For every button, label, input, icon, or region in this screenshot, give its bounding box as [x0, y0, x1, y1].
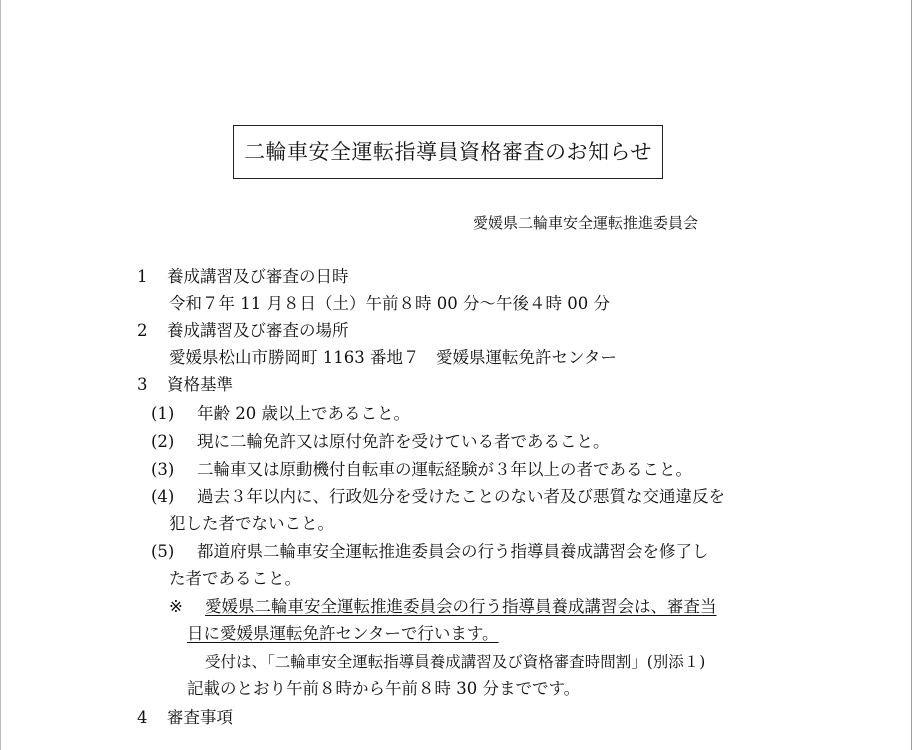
criteria-item-4-continuation: 犯した者でないこと。	[169, 514, 334, 533]
criteria-text: 現に二輪免許又は原付免許を受けている者であること。	[197, 432, 610, 451]
criteria-marker: (4)	[151, 487, 175, 506]
criteria-marker: (3)	[151, 460, 175, 479]
criteria-marker: (1)	[151, 404, 175, 423]
section-heading-text: 養成講習及び審査の場所	[167, 321, 349, 340]
note-marker: ※	[169, 597, 183, 616]
note-underlined-text: 愛媛県二輪車安全運転推進委員会の行う指導員養成講習会は、審査当	[205, 597, 717, 616]
section-1-heading	[137, 266, 349, 288]
criteria-text: 年齢 20 歳以上であること。	[197, 404, 410, 423]
criteria-text: 都道府県二輪車安全運転推進委員会の行う指導員養成講習会を修了し	[197, 542, 709, 561]
criteria-item-5-continuation: た者であること。	[169, 569, 301, 588]
section-number: 2	[137, 321, 148, 340]
criteria-item-4	[151, 486, 725, 508]
section-number: 1	[137, 267, 148, 286]
section-2-heading	[137, 320, 349, 342]
section-heading-text: 資格基準	[167, 375, 233, 394]
criteria-marker: (5)	[151, 542, 175, 561]
section-heading-text: 審査事項	[167, 708, 233, 727]
note-line-1	[169, 596, 717, 618]
section-number: 4	[137, 708, 148, 727]
criteria-marker: (2)	[151, 432, 175, 451]
criteria-item-2	[151, 431, 610, 453]
criteria-text: 過去３年以内に、行政処分を受けたことのない者及び悪質な交通違反を	[197, 487, 725, 506]
section-2-body: 愛媛県松山市勝岡町 1163 番地７ 愛媛県運転免許センター	[169, 348, 617, 367]
organization-name: 愛媛県二輪車安全運転推進委員会	[473, 214, 699, 232]
criteria-item-3	[151, 459, 692, 481]
section-1-body: 令和７年 11 月８日（土）午前８時 00 分～午後４時 00 分	[169, 294, 610, 313]
note-line-4: 記載のとおり午前８時から午前８時 30 分までです。	[187, 679, 581, 698]
section-3-heading	[137, 374, 233, 396]
section-4-heading	[137, 707, 233, 729]
criteria-text: 二輪車又は原動機付自転車の運転経験が３年以上の者であること。	[197, 460, 692, 479]
note-line-2	[187, 623, 499, 645]
note-underlined-text: 日に愛媛県運転免許センターで行います。	[187, 624, 499, 643]
document-title: 二輪車安全運転指導員資格審査のお知らせ	[233, 125, 663, 179]
note-line-3: 受付は、「二輪車安全運転指導員養成講習及び資格審査時間割」(別添１)	[205, 653, 706, 671]
criteria-item-5	[151, 541, 709, 563]
criteria-item-1	[151, 403, 410, 425]
section-heading-text: 養成講習及び審査の日時	[167, 267, 349, 286]
section-number: 3	[137, 375, 148, 394]
